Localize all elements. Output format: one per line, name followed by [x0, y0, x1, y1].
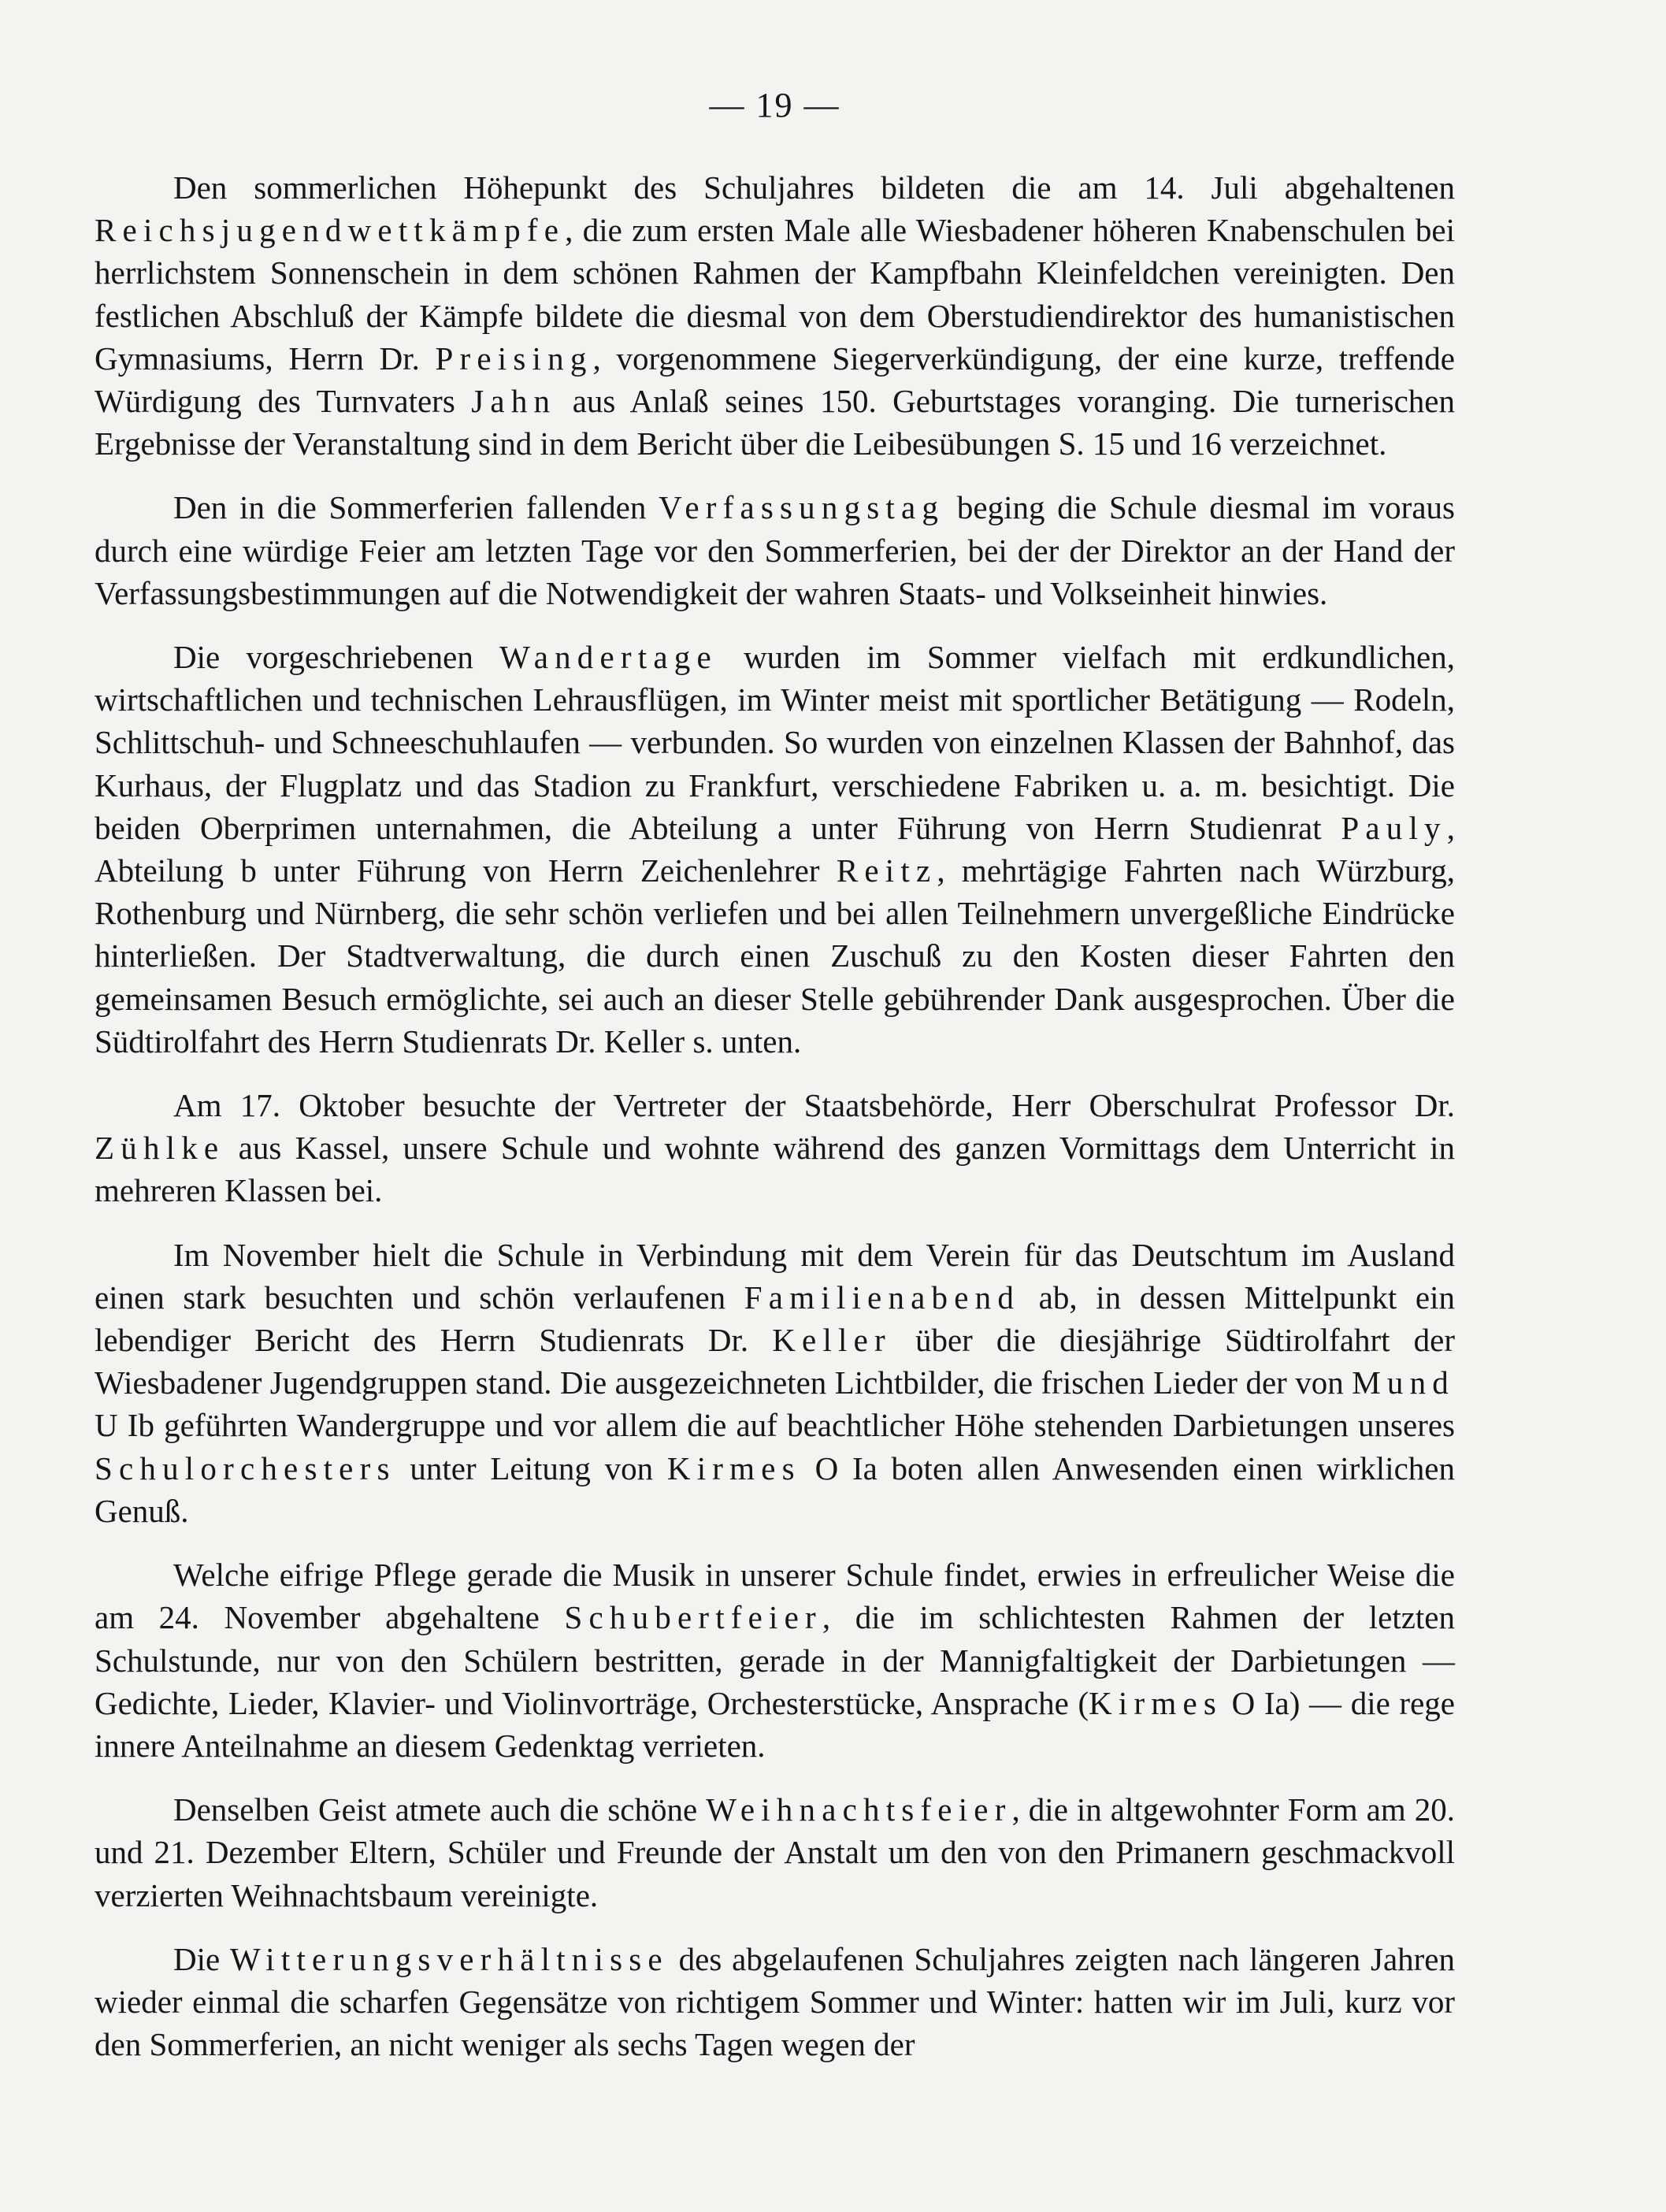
text-run: Am 17. Oktober besuchte der Vertreter der Staatsbehörde, Herr Oberschulrat Professor Dr.	[173, 1087, 1455, 1124]
text-run: , Abteilung b unter Führung von Herrn Zeichenlehrer	[95, 809, 1455, 889]
text-run: unter Leitung von	[395, 1449, 667, 1486]
emphasized-name: Schubertfeier	[564, 1599, 822, 1636]
emphasized-name: Kirmes	[666, 1449, 801, 1486]
text-run: ab, in dessen Mittelpunkt ein lebendiger Bericht des Herrn Studienrats Dr.	[95, 1279, 1456, 1359]
emphasized-name: Familienabend	[744, 1279, 1021, 1316]
text-run: aus Anlaß seines 150. Geburtstages voranging. Die turnerischen Ergebnisse der Veranstaltung sind in dem Bericht über die Leibesübungen S. 15 und 16 verzeichnet.	[95, 383, 1455, 462]
paragraph	[95, 636, 1455, 1063]
text-run: Im November hielt die Schule in Verbindung mit dem Verein für das Deutschtum im Ausland einen stark besuchten und schön verlaufenen	[95, 1236, 1455, 1316]
text-run: des abgelaufenen Schuljahres zeigten nach längeren Jahren wieder einmal die scharfen Gegensätze von richtigem Sommer und Winter: hatten wir im Juli, kurz vor den Sommerferien, an nicht weniger als sechs Tagen wegen der	[95, 1940, 1455, 2063]
text-run: beging die Schule diesmal im voraus durch eine würdige Feier am letzten Tage vor den Sommerferien, bei der der Direktor an der Hand der Verfassungsbestimmungen auf die Notwendigkeit der wahren Staats- und Volkseinheit hinwies.	[95, 489, 1455, 611]
emphasized-name: Reitz	[836, 852, 937, 889]
emphasized-name: Verfassungstag	[659, 489, 945, 526]
text-run: , die zum ersten Male alle Wiesbadener höheren Knabenschulen bei herrlichstem Sonnenschein in dem schönen Rahmen der Kampfbahn Kleinfeldchen vereinigten. Den festlichen Abschluß der Kämpfe bildete die diesmal von dem Oberstudiendirektor des humanistischen Gymnasiums, Herrn Dr.	[95, 212, 1455, 377]
paragraph	[95, 1553, 1455, 1767]
body-text	[95, 166, 1455, 2065]
emphasized-name: Jahn	[471, 383, 557, 420]
text-run: Den sommerlichen Höhepunkt des Schuljahres bildeten die am 14. Juli abgehaltenen	[173, 169, 1455, 206]
text-run: Welche eifrige Pflege gerade die Musik in unserer Schule findet, erwies in erfreulicher Weise die am 24. November abgehaltene	[95, 1557, 1455, 1636]
emphasized-name: Mund	[1352, 1364, 1455, 1401]
paragraph	[95, 1788, 1455, 1917]
text-run: O Ia boten allen Anwesenden einen wirklichen Genuß.	[95, 1449, 1455, 1529]
emphasized-name: Preising	[435, 340, 593, 377]
emphasized-name: Kirmes	[1089, 1684, 1223, 1721]
text-run: Die vorgeschriebenen	[173, 639, 500, 676]
text-run: Die	[173, 1940, 231, 1977]
text-run: Denselben Geist atmete auch die schöne	[173, 1791, 707, 1828]
emphasized-name: Keller	[772, 1322, 892, 1359]
text-run: U Ib geführten Wandergruppe und vor allem die auf beachtlicher Höhe stehenden Darbietungen unseres	[95, 1407, 1455, 1444]
text-run: , die im schlichtesten Rahmen der letzten Schulstunde, nur von den Schülern bestritten, gerade in der Mannigfaltigkeit der Darbietungen — Gedichte, Lieder, Klavier- und Violinvorträge, Orchesterstücke, Ansprache (	[95, 1599, 1455, 1721]
text-run: Den in die Sommerferien fallenden	[173, 489, 659, 526]
page-number: — 19 —	[709, 86, 840, 124]
text-run: O Ia) — die rege innere Anteilnahme an diesem Gedenktag verrieten.	[95, 1684, 1455, 1764]
emphasized-name: Schulorchesters	[95, 1449, 396, 1486]
text-run: aus Kassel, unsere Schule und wohnte während des ganzen Vormittags dem Unterricht in mehreren Klassen bei.	[95, 1130, 1455, 1209]
emphasized-name: Weihnachtsfeier	[706, 1791, 1012, 1828]
text-run: , vorgenommene Siegerverkündigung, der eine kurze, treffende Würdigung des Turnvaters	[95, 340, 1455, 420]
emphasized-name: Wandertage	[499, 639, 718, 676]
emphasized-name: Witterungsverhältnisse	[230, 1940, 669, 1977]
text-run: über die diesjährige Südtirolfahrt der Wiesbadener Jugendgruppen stand. Die ausgezeichneten Lichtbilder, die frischen Lieder der von	[95, 1322, 1455, 1401]
emphasized-name: Zühlke	[95, 1130, 225, 1167]
text-run: , mehrtägige Fahrten nach Würzburg, Rothenburg und Nürnberg, die sehr schön verliefen und bei allen Teilnehmern unvergeßliche Eindrücke hinterließen. Der Stadtverwaltung, die durch einen Zuschuß zu den Kosten dieser Fahrten den gemeinsamen Besuch ermöglichte, sei auch an dieser Stelle gebührender Dank ausgesprochen. Über die Südtirolfahrt des Herrn Studienrats Dr. Keller s. unten.	[95, 852, 1455, 1060]
paragraph	[95, 486, 1455, 614]
paragraph	[95, 1234, 1455, 1532]
paragraph	[95, 166, 1455, 465]
paragraph	[95, 1938, 1455, 2066]
text-run: , die in altgewohnter Form am 20. und 21. Dezember Eltern, Schüler und Freunde der Anstalt um den von den Primanern geschmackvoll verzierten Weihnachtsbaum vereinigte.	[95, 1791, 1455, 1913]
emphasized-name: Reichsjugendwettkämpfe	[95, 212, 566, 249]
emphasized-name: Pauly	[1341, 809, 1447, 846]
text-run: wurden im Sommer vielfach mit erdkundlichen, wirtschaftlichen und technischen Lehrausflügen, im Winter meist mit sportlicher Betätigung — Rodeln, Schlittschuh- und Schneeschuhlaufen — verbunden. So wurden von einzelnen Klassen der Bahnhof, das Kurhaus, der Flugplatz und das Stadion zu Frankfurt, verschiedene Fabriken u. a. m. besichtigt. Die beiden Oberprimen unternahmen, die Abteilung a unter Führung von Herrn Studienrat	[95, 639, 1455, 846]
paragraph	[95, 1084, 1455, 1212]
